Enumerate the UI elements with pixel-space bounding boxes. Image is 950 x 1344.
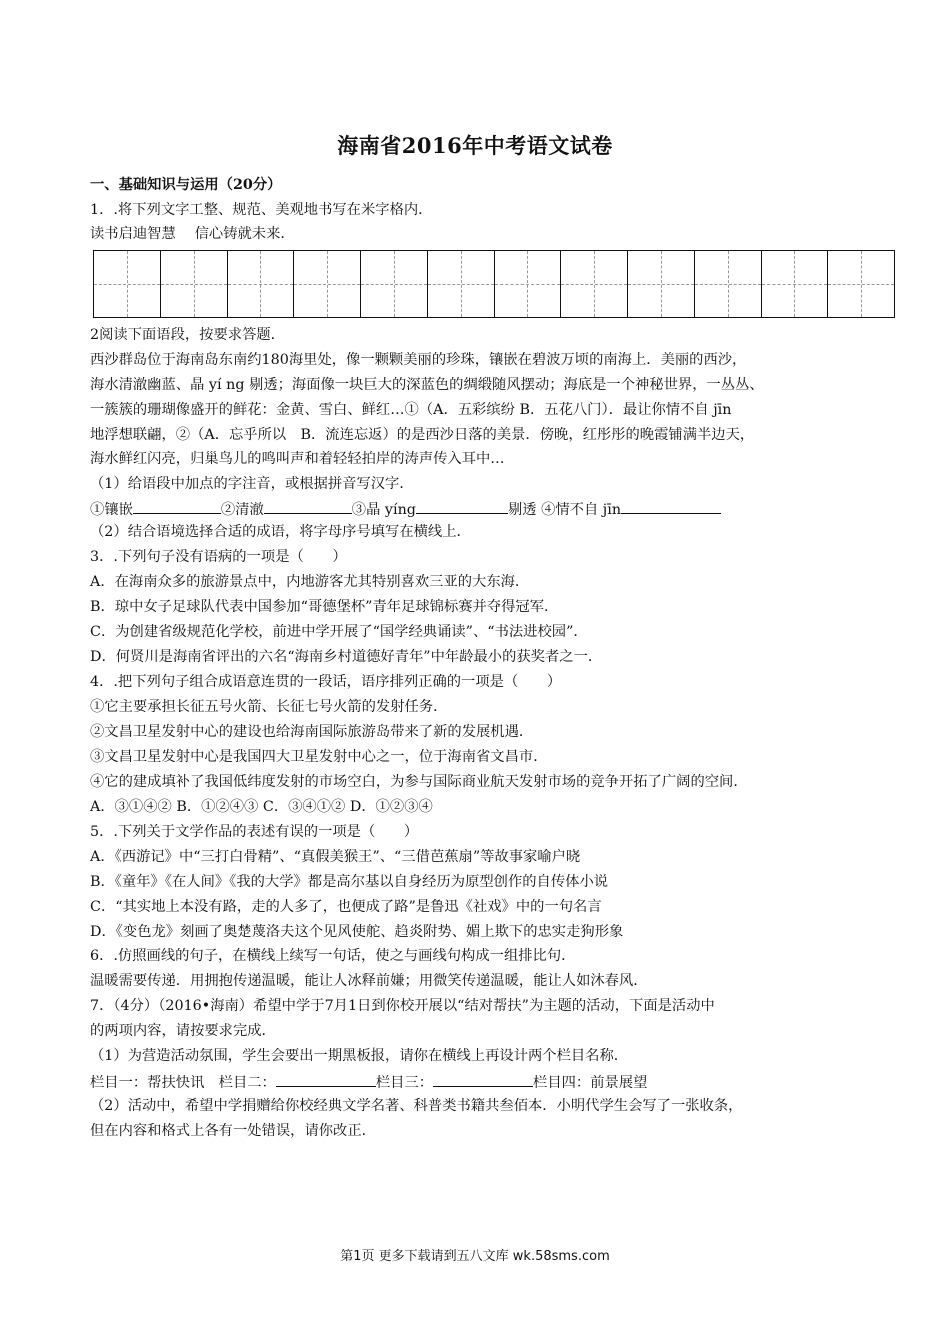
q2-paragraph-line: 一簇簇的珊瑚像盛开的鲜花：金黄、雪白、鲜红…①（A．五彩缤纷 B．五花八门）．最让你情不自 jīn	[90, 402, 732, 418]
page-title: 海南省2016年中考语文试卷	[337, 133, 613, 158]
column-label: 栏目四：前景展望	[533, 1075, 648, 1091]
q7-prompt: 7．（4分）（2016•海南）希望中学于7月1日到你校开展以“结对帮扶”为主题的活动，下面是活动中	[90, 998, 715, 1014]
q6-text: 温暖需要传递．用拥抱传递温暖，能让人冰释前嫌；用微笑传递温暖，能让人如沐春风．	[90, 973, 648, 989]
answer-blank[interactable]	[433, 1071, 533, 1087]
q2-fill-row	[90, 498, 870, 520]
q7-sub2: （2）活动中，希望中学捐赠给你校经典文学名著、科普类书籍共叁佰本．小明代学生会写了一张收条，	[90, 1098, 743, 1114]
q6-prompt: 6．.仿照画线的句子，在横线上续写一句话，使之与画线句构成一组排比句．	[90, 948, 576, 964]
grid-cell[interactable]	[695, 251, 762, 317]
answer-blank[interactable]	[621, 498, 721, 514]
q3-option-c: C．为创建省级规范化学校，前进中学开展了“国学经典诵读”、“书法进校园”．	[90, 624, 588, 640]
grid-guide-line	[695, 284, 761, 285]
answer-blank[interactable]	[133, 498, 221, 514]
grid-cell[interactable]	[294, 251, 361, 317]
answer-blank[interactable]	[264, 498, 352, 514]
grid-cell[interactable]	[228, 251, 295, 317]
q4-prompt: 4．.把下列句子组合成语意连贯的一段话，语序排列正确的一项是（ ）	[90, 674, 562, 690]
fill-label-a: ①镶嵌	[90, 502, 133, 518]
fill-label-c: ③晶 yíng	[351, 502, 416, 518]
fill-label-b: ②清澈	[220, 502, 264, 518]
grid-cell[interactable]	[94, 251, 161, 317]
grid-guide-line	[428, 284, 494, 285]
q3-prompt: 3．.下列句子没有语病的一项是（ ）	[90, 549, 347, 565]
grid-cell[interactable]	[762, 251, 829, 317]
grid-guide-line	[628, 284, 694, 285]
grid-guide-line	[828, 284, 894, 285]
q4-sentence: ③文昌卫星发射中心是我国四大卫星发射中心之一，位于海南省文昌市．	[90, 749, 548, 765]
grid-guide-line	[161, 284, 227, 285]
grid-guide-line	[361, 284, 427, 285]
grid-cell[interactable]	[361, 251, 428, 317]
q3-option-b: B．琼中女子足球队代表中国参加“哥德堡杯”青年足球锦标赛并夺得冠军．	[90, 599, 559, 615]
grid-cell[interactable]	[428, 251, 495, 317]
q3-option-a: A．在海南众多的旅游景点中，内地游客尤其特别喜欢三亚的大东海．	[90, 574, 530, 590]
answer-blank[interactable]	[416, 498, 508, 514]
q4-options: A．③①④② B．①②④③ C．③④①② D．①②③④	[90, 799, 433, 815]
writing-grid	[93, 250, 895, 318]
q5-option-c: C．“其实地上本没有路，走的人多了，也便成了路”是鲁迅《社戏》中的一句名言	[90, 899, 602, 915]
q5-prompt: 5．.下列关于文学作品的表述有误的一项是（ ）	[90, 824, 419, 840]
q1-prompt: 1．.将下列文字工整、规范、美观地书写在米字格内．	[90, 202, 433, 218]
grid-guide-line	[561, 284, 627, 285]
grid-guide-line	[495, 284, 561, 285]
grid-guide-line	[94, 284, 160, 285]
grid-guide-line	[294, 284, 360, 285]
q2-paragraph-line: 海水鲜红闪亮，归巢鸟儿的鸣叫声和着轻轻拍岸的涛声传入耳中…	[90, 451, 505, 467]
q4-sentence: ④它的建成填补了我国低纬度发射的市场空白，为参与国际商业航天发射市场的竞争开拓了广阔的空间．	[90, 774, 748, 790]
q7-columns-row	[90, 1071, 870, 1093]
column-label: 栏目三：	[375, 1075, 434, 1091]
grid-guide-line	[762, 284, 828, 285]
q7-prompt-cont: 的两项内容，请按要求完成．	[90, 1023, 276, 1039]
grid-cell[interactable]	[628, 251, 695, 317]
q5-option-b: B．《童年》《在人间》《我的大学》都是高尔基以自身经历为原型创作的自传体小说	[90, 874, 609, 890]
q1-text: 读书启迪智慧 信心铸就未来．	[90, 226, 295, 242]
q3-option-d: D．何贤川是海南省评出的六名“海南乡村道德好青年”中年龄最小的获奖者之一．	[90, 649, 603, 665]
q2-prompt: 2阅读下面语段，按要求答题．	[90, 327, 285, 343]
grid-guide-line	[228, 284, 294, 285]
q2-sub1: （1）给语段中加点的字注音，或根据拼音写汉字．	[90, 476, 414, 492]
q2-sub2: （2）结合语境选择合适的成语，将字母序号填写在横线上．	[90, 524, 471, 540]
q5-option-d: D．《变色龙》刻画了奥楚蔑洛夫这个见风使舵、趋炎附势、媚上欺下的忠实走狗形象	[90, 924, 624, 940]
page-footer: 第1页 更多下载请到五八文库 wk.58sms.com	[340, 1249, 610, 1264]
grid-cell[interactable]	[495, 251, 562, 317]
q2-paragraph-line: 地浮想联翩，②（A．忘乎所以 B．流连忘返）的是西沙日落的美景．傍晚，红彤彤的晚霞铺满半边天，	[90, 427, 755, 443]
section-heading: 一、基础知识与运用（20分）	[90, 177, 282, 193]
q7-sub1: （1）为营造活动氛围，学生会要出一期黑板报，请你在横线上再设计两个栏目名称．	[90, 1048, 629, 1064]
q4-sentence: ①它主要承担长征五号火箭、长征七号火箭的发射任务．	[90, 699, 448, 715]
column-label: 栏目一：帮扶快讯 栏目二：	[90, 1075, 276, 1091]
q2-paragraph-line: 海水清澈幽蓝、晶 yí ng 剔透；海面像一块巨大的深蓝色的绸缎随风摆动；海底是一个神秘世界，一丛丛、	[90, 377, 764, 393]
answer-blank[interactable]	[276, 1071, 376, 1087]
q4-sentence: ②文昌卫星发射中心的建设也给海南国际旅游岛带来了新的发展机遇．	[90, 724, 534, 740]
q7-sub2-cont: 但在内容和格式上各有一处错误，请你改正．	[90, 1123, 376, 1139]
grid-cell[interactable]	[561, 251, 628, 317]
q5-option-a: A．《西游记》中“三打白骨精”、“真假美猴王”、“三借芭蕉扇”等故事家喻户晓	[90, 849, 581, 865]
q2-paragraph-line: 西沙群岛位于海南岛东南约180海里处，像一颗颗美丽的珍珠，镶嵌在碧波万顷的南海上．美丽的西沙，	[90, 352, 747, 368]
grid-cell[interactable]	[828, 251, 894, 317]
grid-cell[interactable]	[161, 251, 228, 317]
fill-label-d: 剔透 ④情不自 jīn	[507, 502, 622, 518]
